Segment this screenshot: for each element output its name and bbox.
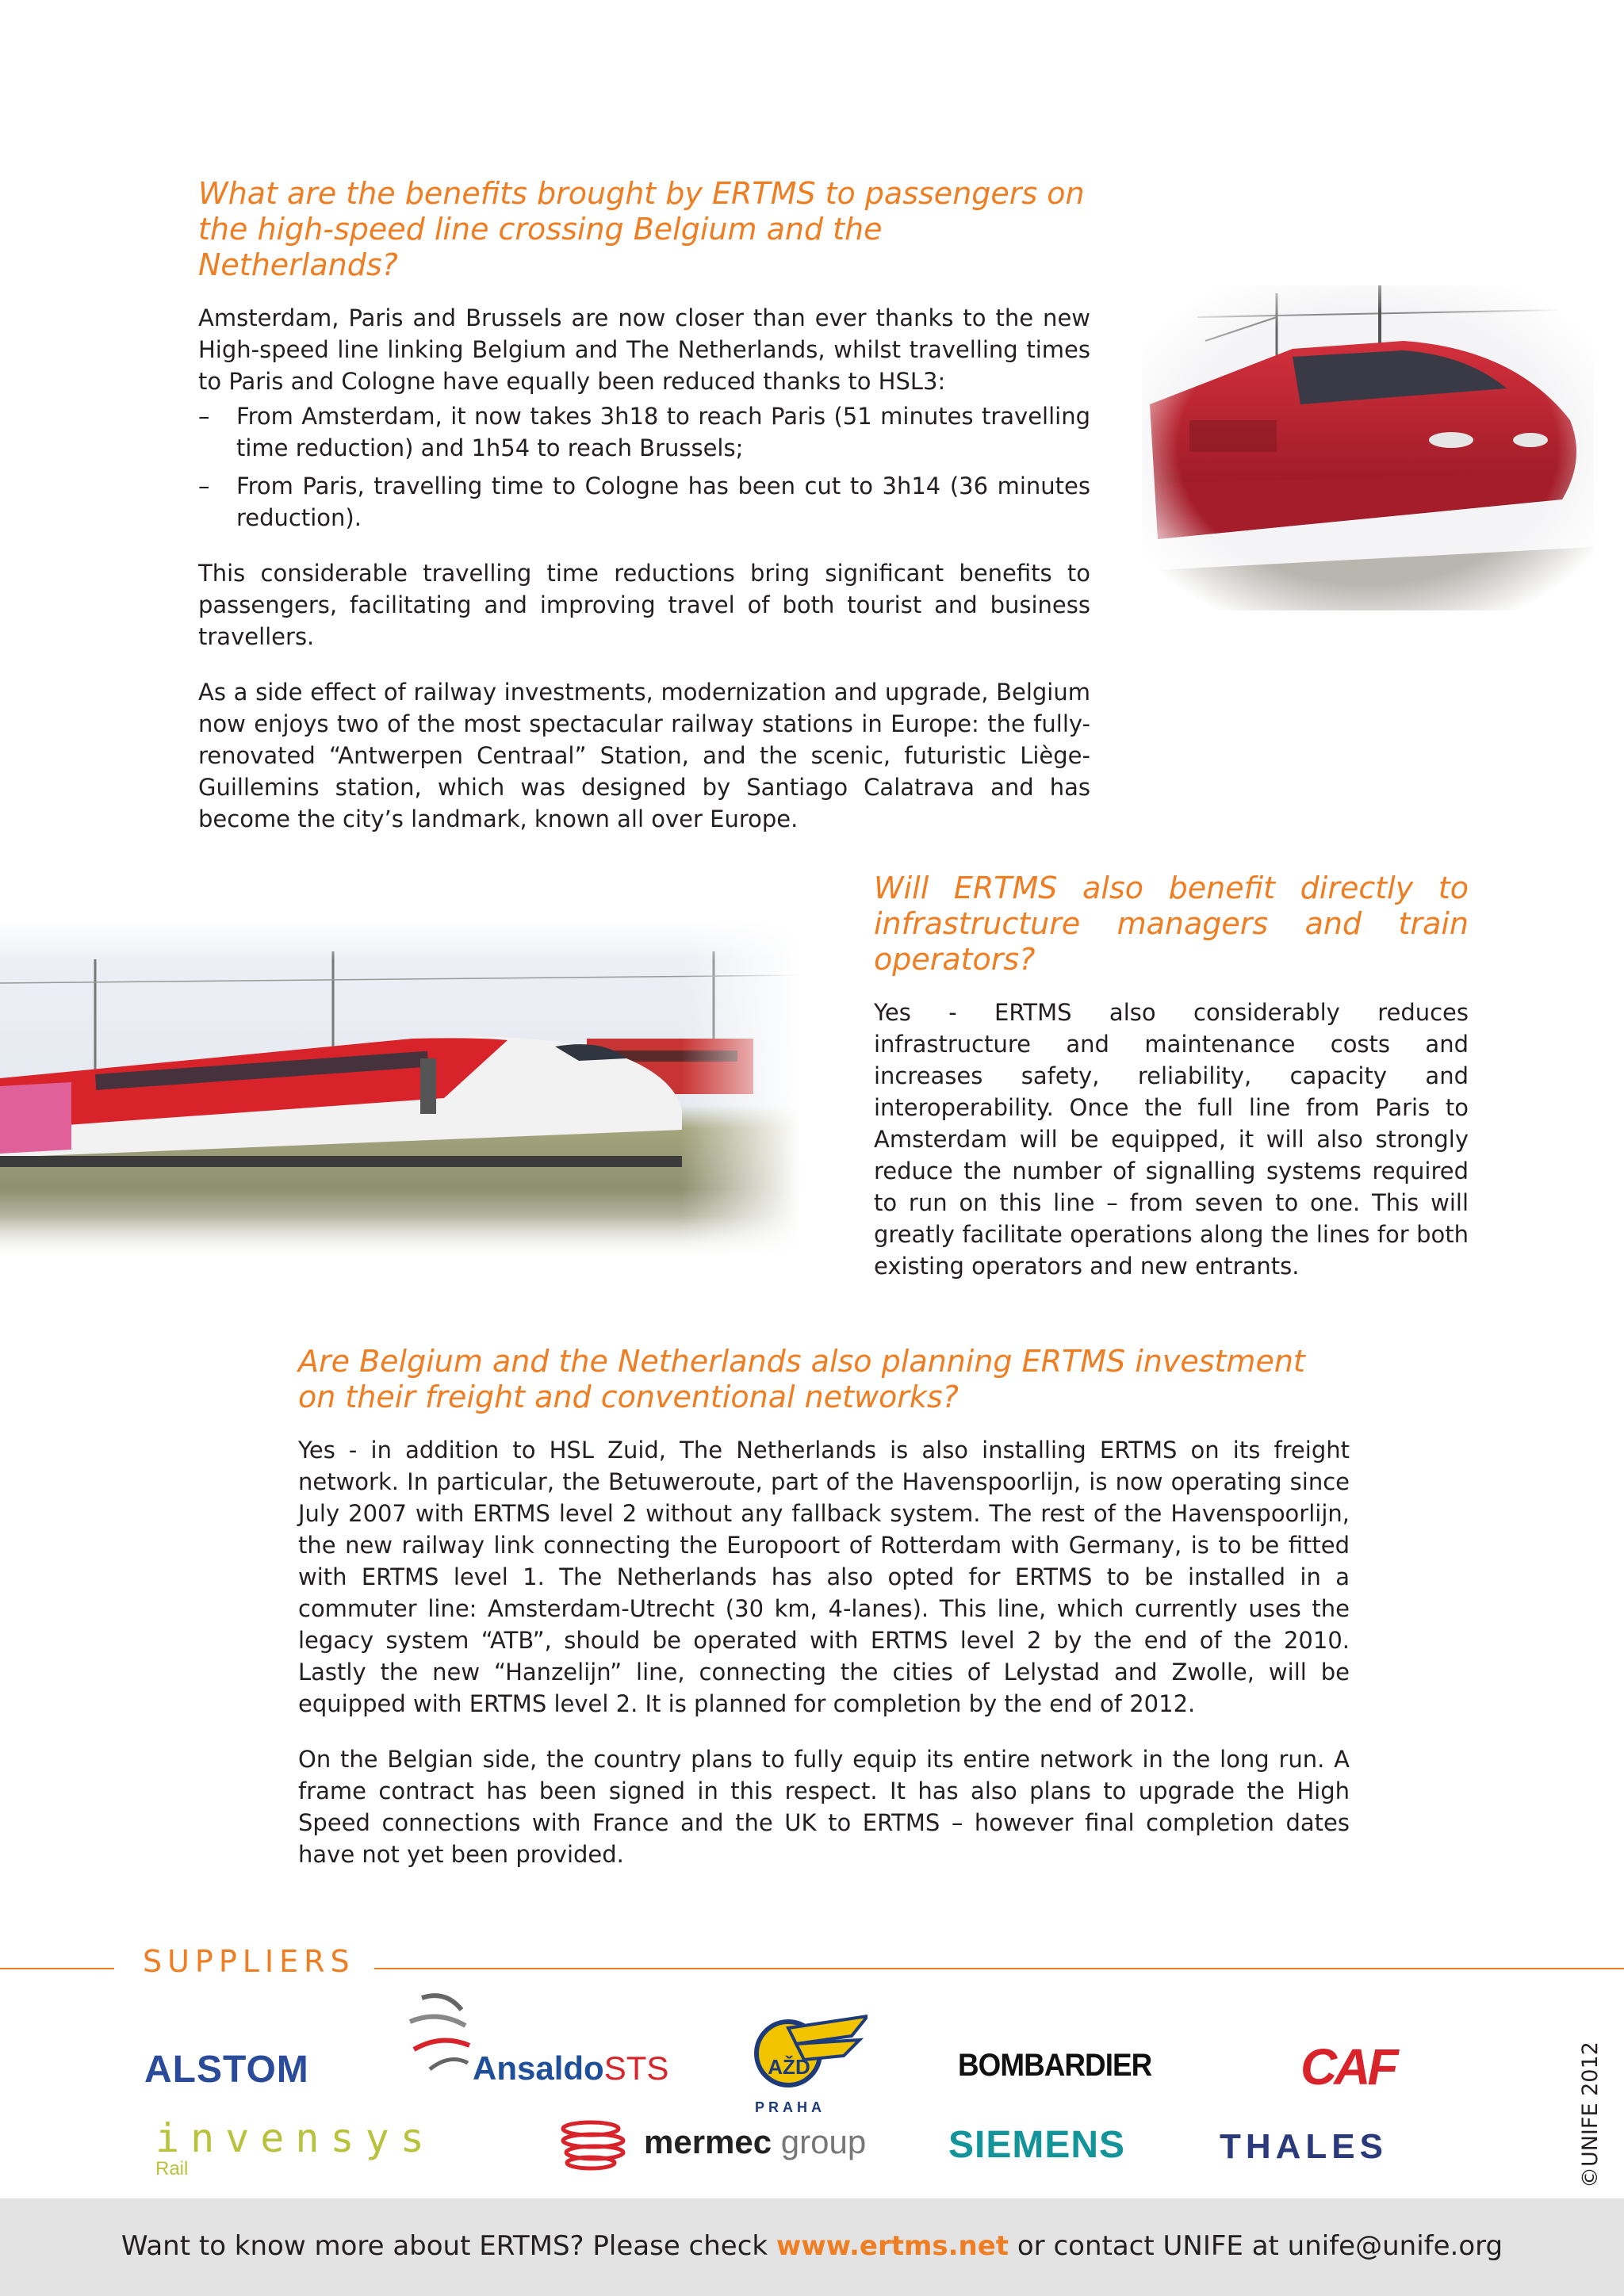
thalys-train-photo — [1142, 285, 1594, 610]
siemens-logo: SIEMENS — [948, 2124, 1126, 2166]
ansaldo-sts-logo: AnsaldoSTS — [406, 1990, 691, 2093]
azd-emblem-icon — [749, 2012, 868, 2091]
intro-paragraph: Amsterdam, Paris and Brussels are now closer than ever thanks to the new High-speed line linking Belgium and The Netherlands, whilst travelling times to Paris and Cologne have equally been reduced thanks to HSL3: — [198, 304, 1090, 395]
heading-freight-networks: Are Belgium and the Netherlands also planning ERTMS investment on their freight and conventional networks? — [298, 1344, 1305, 1414]
mermec-spiral-icon — [555, 2117, 642, 2172]
list-item: – From Amsterdam, it now takes 3h18 to reach Paris (51 minutes travelling time reduction) and 1h54 to reach Brussels; — [198, 400, 1090, 464]
belgium-paragraph: On the Belgian side, the country plans to fully equip its entire network in the long run. A frame contract has been signed in this respect. It has also plans to upgrade the High Speed connections with France and the UK to ERTMS – however final completion dates have not yet been provided. — [298, 1746, 1350, 1868]
invensys-rail-logo: invensys Rail — [155, 2115, 435, 2179]
bullet-dash: – — [198, 473, 210, 499]
alstom-logo: ALSTOM — [144, 2049, 309, 2091]
section-infrastructure-benefits — [874, 871, 1469, 1282]
travel-time-list — [198, 400, 1090, 534]
list-item: – From Paris, travelling time to Cologne has been cut to 3h14 (36 minutes reduction). — [198, 470, 1090, 534]
ertms-link[interactable]: www.ertms.net — [776, 2230, 1009, 2262]
thales-logo: THALES — [1220, 2127, 1388, 2166]
footer-text: Want to know more about ERTMS? Please check www.ertms.net or contact UNIFE at unife@unife.org — [121, 2230, 1503, 2262]
copyright-notice: ©UNIFE 2012 — [1578, 2042, 1603, 2188]
bombardier-logo: BOMBARDIER — [958, 2048, 1152, 2083]
fyra-train-photo — [0, 920, 801, 1257]
heading-infrastructure-benefits: Will ERTMS also benefit directly to infrastructure managers and train operators? — [874, 871, 1469, 977]
suppliers-divider-left — [0, 1968, 114, 1969]
infrastructure-paragraph: Yes - ERTMS also considerably reduces infrastructure and maintenance costs and increases safety, reliability, capacity and interoperability. Once the full line from Paris to Amsterdam will be equipped, it will also strongly reduce the number of signalling systems required to run on this line – from seven to one. This will greatly facilitate operations along the lines for both existing operators and new entrants. — [874, 999, 1469, 1280]
suppliers-divider-right — [374, 1968, 1624, 1969]
bullet-dash: – — [198, 403, 210, 430]
suppliers-title: SUPPLIERS — [143, 1944, 355, 1979]
ansaldo-swirl-icon — [406, 1990, 477, 2077]
caf-logo: CAF — [1300, 2038, 1396, 2095]
heading-passenger-benefits: What are the benefits brought by ERTMS to passengers on the high-speed line crossing Belgium and the Netherlands? — [198, 176, 1085, 282]
section-freight-networks — [298, 1344, 1350, 1870]
azd-praha-logo: AŽD PRAHA — [749, 2012, 868, 2115]
mermec-group-logo: mermec group — [555, 2117, 888, 2172]
stations-paragraph: As a side effect of railway investments, modernization and upgrade, Belgium now enjoys two of the most spectacular railway stations in Europe: the fully-renovated “Antwerpen Centraal” Station, and the scenic, futuristic Liège-Guillemins station, which was designed by Santiago Calatrava and has become the city’s landmark, known all over Europe. — [198, 679, 1090, 832]
netherlands-paragraph: Yes - in addition to HSL Zuid, The Netherlands is also installing ERTMS on its freight network. In particular, the Betuweroute, part of the Havenspoorlijn, is now operating since July 2007 with ERTMS level 2 without any fallback system. The rest of the Havenspoorlijn, the new railway link connecting the Europoort of Rotterdam with Germany, is to be fitted with ERTMS level 1. The Netherlands has also opted for ERTMS to be installed in a commuter line: Amsterdam-Utrecht (30 km, 4-lanes). This line, which currently uses the legacy system “ATB”, should be operated with ERTMS level 2 by the end of the 2010. Lastly the new “Hanzelijn” line, connecting the cities of Lelystad and Zwolle, will be equipped with ERTMS level 2. It is planned for completion by the end of 2012. — [298, 1437, 1350, 1717]
section-passenger-benefits — [198, 176, 1090, 835]
benefits-paragraph: This considerable travelling time reductions bring significant benefits to passengers, facilitating and improving travel of both tourist and business travellers. — [198, 560, 1090, 650]
footer-bar — [0, 2198, 1624, 2296]
